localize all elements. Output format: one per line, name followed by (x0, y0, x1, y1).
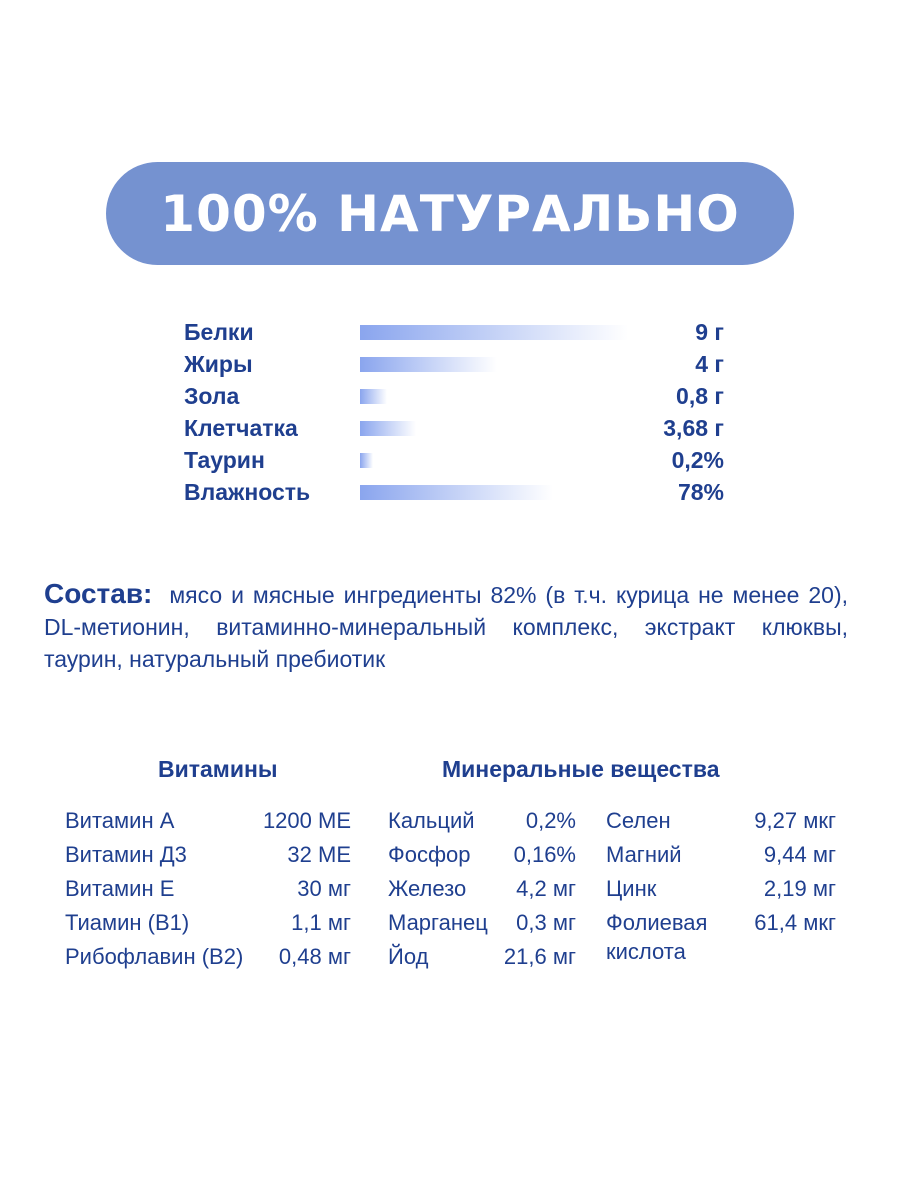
mineral-value: 21,6 мг (503, 944, 576, 969)
nutrient-row (184, 380, 724, 412)
nutrient-label: Белки (184, 319, 254, 345)
mineral-row (388, 906, 576, 940)
vitamin-row (65, 838, 351, 872)
vitamin-name: Витамин Д3 (65, 842, 187, 867)
mineral-name: Селен (606, 808, 671, 833)
nutrient-bar (360, 453, 373, 468)
nutrient-table (184, 316, 724, 508)
composition-text: мясо и мясные ингредиенты 82% (в т.ч. курица не менее 20), DL-метионин, витаминно-минеральный комплекс, экстракт клюквы, таурин, натуральный пребиотик (44, 582, 849, 672)
mineral-value: 2,19 мг (763, 876, 836, 901)
mineral-value: 0,3 мг (516, 910, 576, 935)
mineral-name: Йод (388, 944, 429, 969)
mineral-row (606, 804, 836, 838)
mineral-name: Цинк (606, 876, 657, 901)
mineral-value: 9,44 мг (763, 842, 836, 867)
mineral-row (388, 804, 576, 838)
nutrient-row (184, 476, 724, 508)
nutrient-label: Зола (184, 383, 240, 409)
mineral-value: 0,2% (525, 808, 576, 833)
nutrient-row (184, 348, 724, 380)
nutrient-value: 3,68 г (663, 415, 724, 441)
vitamin-row (65, 940, 351, 974)
mineral-name: Фосфор (388, 842, 471, 867)
nutrient-row (184, 316, 724, 348)
mineral-row (388, 940, 576, 974)
mineral-name (606, 908, 707, 966)
mineral-name: Железо (388, 876, 467, 901)
mineral-name-line: Фолиевая (606, 910, 708, 935)
vitamin-name: Витамин А (65, 808, 175, 833)
vitamin-row (65, 804, 351, 838)
banner-title: 100% НАТУРАЛЬНО (160, 184, 740, 243)
nutrient-row (184, 444, 724, 476)
mineral-row (388, 872, 576, 906)
mineral-name: Магний (606, 842, 682, 867)
nutrient-row (184, 412, 724, 444)
nutrient-bar (360, 389, 387, 404)
mineral-name: Марганец (388, 910, 488, 935)
vitamin-name: Рибофлавин (В2) (65, 944, 244, 969)
minerals-list-1 (388, 804, 576, 974)
vitamin-value: 1200 МЕ (262, 808, 351, 833)
vitamin-value: 0,48 мг (278, 944, 351, 969)
vitamin-name: Витамин Е (65, 876, 175, 901)
nutrient-bar (360, 357, 497, 372)
mineral-name-line: кислота (606, 939, 686, 964)
mineral-row (388, 838, 576, 872)
mineral-value: 9,27 мкг (754, 808, 836, 833)
nutrient-value: 4 г (695, 351, 724, 377)
minerals-list-2 (606, 804, 836, 968)
vitamins-list (65, 804, 351, 974)
composition-paragraph (44, 578, 848, 675)
vitamin-row (65, 906, 351, 940)
vitamin-value: 30 мг (297, 876, 351, 901)
vitamin-value: 1,1 мг (291, 910, 351, 935)
vitamin-row (65, 872, 351, 906)
composition-title: Состав: (44, 578, 153, 609)
nutrient-label: Влажность (184, 479, 311, 505)
nutrient-bar (360, 485, 553, 500)
nutrient-label: Таурин (184, 447, 265, 473)
nutrient-value: 0,2% (671, 447, 724, 473)
mineral-value: 0,16% (513, 842, 576, 867)
nutrient-value: 78% (677, 479, 724, 505)
nutrient-value: 9 г (695, 319, 724, 345)
nutrient-bar (360, 325, 628, 340)
nutrient-bar (360, 421, 416, 436)
mineral-name: Кальций (388, 808, 475, 833)
mineral-value: 4,2 мг (516, 876, 576, 901)
mineral-row (606, 872, 836, 906)
mineral-row (606, 838, 836, 872)
nutrient-label: Клетчатка (184, 415, 298, 441)
vitamins-title: Витамины (158, 756, 278, 782)
nutrient-label: Жиры (184, 351, 253, 377)
minerals-title: Минеральные вещества (442, 756, 720, 782)
mineral-value: 61,4 мкг (754, 910, 836, 935)
natural-banner (106, 162, 794, 265)
nutrient-value: 0,8 г (676, 383, 724, 409)
vitamin-name: Тиамин (В1) (65, 910, 190, 935)
mineral-row (606, 906, 836, 968)
vitamin-value: 32 МЕ (287, 842, 351, 867)
